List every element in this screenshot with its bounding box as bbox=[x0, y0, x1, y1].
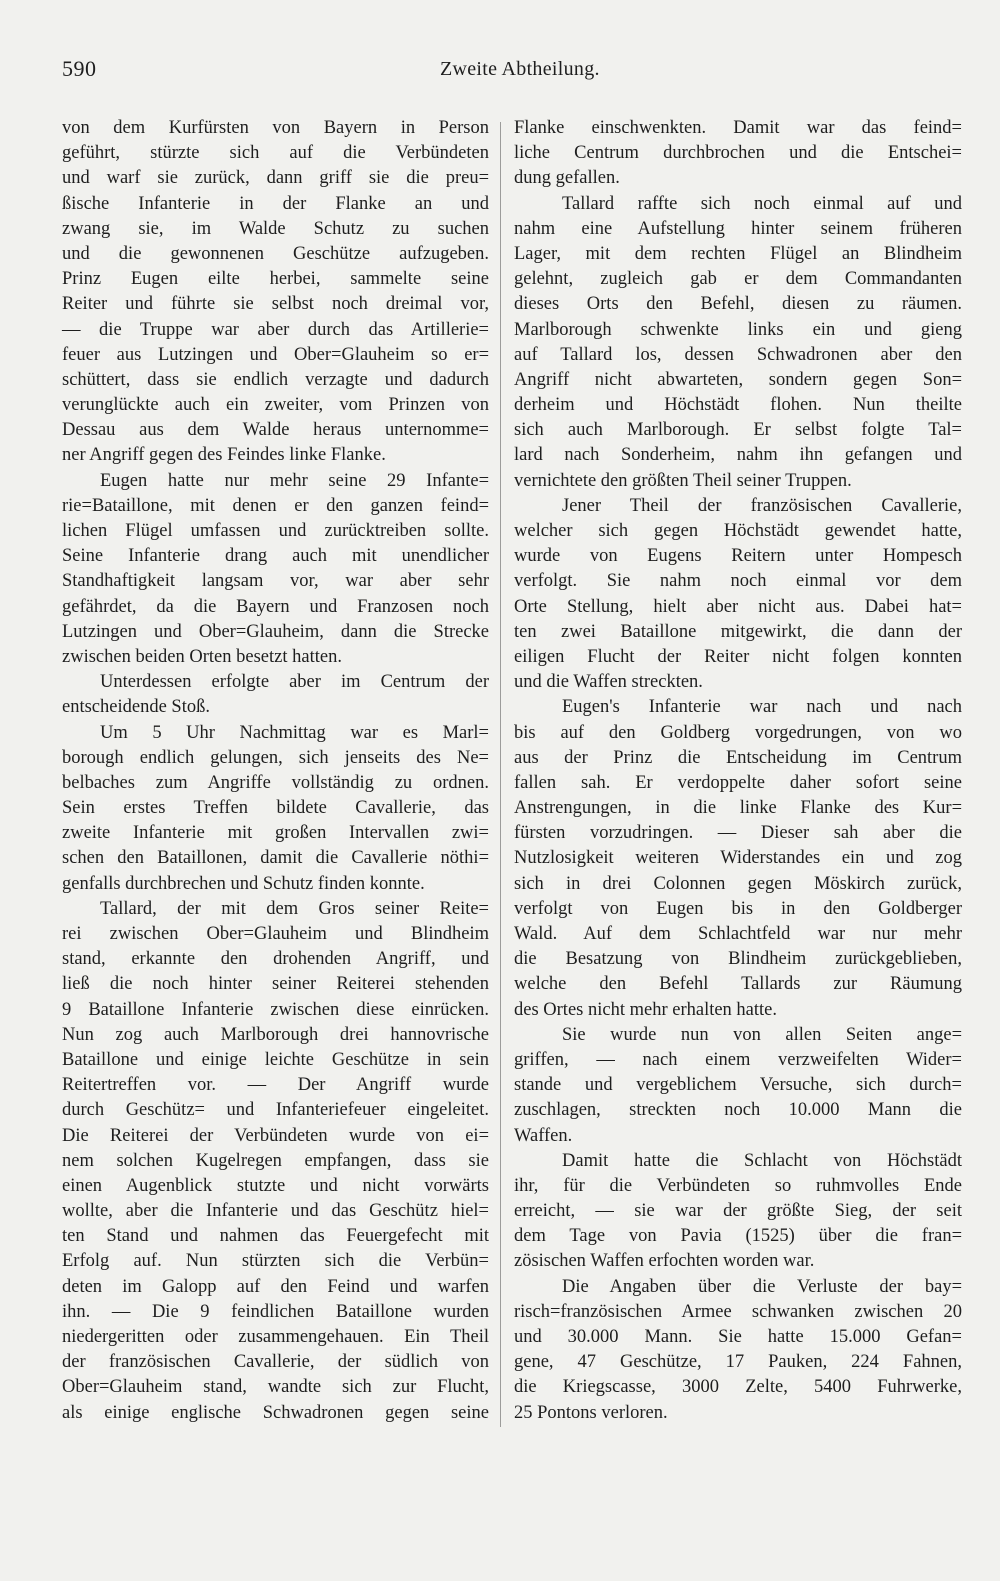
text-line: sich auch Marlborough. Er selbst folgte Tal= bbox=[514, 420, 962, 441]
text-line: Tallard raffte sich noch einmal auf und bbox=[562, 193, 962, 214]
text-line: rie=Bataillone, mit denen er den ganzen feind= bbox=[62, 495, 489, 516]
text-line: als einige englische Schwadronen gegen seine bbox=[62, 1402, 489, 1423]
text-line: und die gewonnenen Geschütze aufzugeben. bbox=[62, 243, 489, 264]
text-line: Angriff nicht abwarteten, sondern gegen Son= bbox=[514, 369, 962, 390]
text-line: die Besatzung von Blindheim zurückgeblieben, bbox=[514, 949, 962, 970]
text-line: vernichtete den größten Theil seiner Truppen. bbox=[514, 470, 852, 491]
text-line: feuer aus Lutzingen und Ober=Glauheim so er= bbox=[62, 344, 489, 365]
text-line: Nutzlosigkeit weiteren Widerstandes ein und zog bbox=[514, 848, 962, 869]
text-line: genfalls durchbrechen und Schutz finden konnte. bbox=[62, 873, 425, 894]
text-line: Die Angaben über die Verluste der bay= bbox=[562, 1276, 962, 1297]
text-line: zösischen Waffen erfochten worden war. bbox=[514, 1251, 815, 1272]
text-line: stande und vergeblichem Versuche, sich durch= bbox=[514, 1075, 962, 1096]
text-line: verfolgt von Eugen bis in den Goldberger bbox=[514, 898, 962, 919]
text-line: Orte Stellung, hielt aber nicht aus. Dabei hat= bbox=[514, 596, 962, 617]
text-line: belbaches zum Angriffe vollständig zu ordnen. bbox=[62, 772, 489, 793]
paragraph bbox=[62, 116, 489, 469]
text-line: Sein erstes Treffen bildete Cavallerie, das bbox=[62, 798, 489, 819]
text-line: Prinz Eugen eilte herbei, sammelte seine bbox=[62, 269, 489, 290]
text-line: verfolgt. Sie nahm noch einmal vor dem bbox=[514, 571, 962, 592]
text-line: und 30.000 Mann. Sie hatte 15.000 Gefan= bbox=[514, 1327, 962, 1347]
text-line: nahm eine Aufstellung hinter seinem früheren bbox=[514, 218, 962, 239]
text-line: die Kriegscasse, 3000 Zelte, 5400 Fuhrwerke, bbox=[514, 1377, 962, 1398]
text-line: lard nach Sonderheim, nahm ihn gefangen und bbox=[514, 445, 962, 466]
text-line: Bataillone und einige leichte Geschütze in sein bbox=[62, 1049, 489, 1070]
text-line: Eugen hatte nur mehr seine 29 Infante= bbox=[100, 470, 489, 491]
text-line: dung gefallen. bbox=[514, 168, 620, 189]
text-line: fallen sah. Er verdoppelte daher sofort seine bbox=[514, 772, 962, 793]
text-line: ten zwei Bataillone mitgewirkt, die dann der bbox=[514, 621, 962, 642]
text-line: sich in drei Colonnen gegen Möskirch zurück, bbox=[514, 873, 962, 894]
text-line: welcher sich gegen Höchstädt gewendet hatte, bbox=[514, 521, 962, 541]
text-line: Um 5 Uhr Nachmittag war es Marl= bbox=[100, 722, 489, 743]
running-title: Zweite Abtheilung. bbox=[440, 58, 600, 80]
paragraph bbox=[514, 192, 962, 494]
text-line: wurde von Eugens Reitern unter Hompesch bbox=[514, 546, 962, 567]
text-line: zwang sie, im Walde Schutz zu suchen bbox=[62, 218, 489, 239]
text-line: Nun zog auch Marlborough drei hannovrische bbox=[62, 1024, 489, 1045]
text-line: borough endlich gelungen, sich jenseits des Ne= bbox=[62, 747, 489, 768]
paragraph bbox=[514, 1023, 962, 1149]
text-line: dieses Orts den Befehl, diesen zu räumen. bbox=[514, 294, 962, 315]
text-line: eiligen Flucht der Reiter nicht folgen konnten bbox=[514, 646, 962, 667]
text-line: Tallard, der mit dem Gros seiner Reite= bbox=[100, 898, 489, 919]
text-line: gene, 47 Geschütze, 17 Pauken, 224 Fahnen, bbox=[514, 1352, 962, 1373]
text-line: Jener Theil der französischen Cavallerie, bbox=[562, 495, 962, 516]
text-line: 9 Bataillone Infanterie zwischen diese einrücken. bbox=[62, 999, 489, 1020]
text-line: ihn. — Die 9 feindlichen Bataillone wurden bbox=[62, 1301, 489, 1322]
text-line: niedergeritten oder zusammengehauen. Ein Theil bbox=[62, 1327, 489, 1347]
paragraph bbox=[62, 469, 489, 671]
text-line: Wald. Auf dem Schlachtfeld war nur mehr bbox=[514, 924, 962, 944]
paragraph bbox=[514, 1275, 962, 1426]
right-column bbox=[514, 116, 962, 1426]
paragraph bbox=[514, 1149, 962, 1275]
text-line: ihr, für die Verbündeten so ruhmvolles Ende bbox=[514, 1175, 962, 1196]
text-line: des Ortes nicht mehr erhalten hatte. bbox=[514, 999, 778, 1020]
text-line: Reiter und führte sie selbst noch dreimal vor, bbox=[62, 294, 489, 315]
text-line: Seine Infanterie drang auch mit unendlicher bbox=[62, 546, 489, 567]
text-line: deten im Galopp auf den Feind und warfen bbox=[62, 1276, 489, 1297]
text-line: durch Geschütz= und Infanteriefeuer eingeleitet. bbox=[62, 1100, 489, 1121]
text-line: risch=französischen Armee schwanken zwischen 20 bbox=[514, 1301, 962, 1322]
text-line: 25 Pontons verloren. bbox=[514, 1402, 668, 1423]
text-line: Lager, mit dem rechten Flügel an Blindheim bbox=[514, 243, 962, 264]
text-line: ten Stand und nahmen das Feuergefecht mit bbox=[62, 1226, 489, 1247]
text-line: Ober=Glauheim stand, wandte sich zur Flucht, bbox=[62, 1377, 489, 1398]
text-line: erreicht, — sie war der größte Sieg, der seit bbox=[514, 1201, 962, 1222]
text-line: bis auf den Goldberg vorgedrungen, von wo bbox=[514, 722, 962, 743]
text-line: gelehnt, zugleich gab er dem Commandanten bbox=[514, 269, 962, 290]
text-line: und die Waffen streckten. bbox=[514, 672, 703, 693]
text-line: Dessau aus dem Walde heraus unternomme= bbox=[62, 420, 489, 441]
text-line: stand, erkannte den drohenden Angriff, und bbox=[62, 949, 489, 970]
text-line: zweite Infanterie mit großen Intervallen zwi= bbox=[62, 823, 489, 844]
text-line: Marlborough schwenkte links ein und gieng bbox=[514, 319, 962, 340]
text-line: Lutzingen und Ober=Glauheim, dann die Strecke bbox=[62, 621, 489, 642]
text-line: einen Augenblick stutzte und nicht vorwärts bbox=[62, 1175, 489, 1196]
paragraph bbox=[62, 670, 489, 720]
text-line: zuschlagen, streckten noch 10.000 Mann die bbox=[514, 1100, 962, 1121]
text-line: — die Truppe war aber durch das Artillerie= bbox=[62, 319, 489, 340]
text-line: zwischen beiden Orten besetzt hatten. bbox=[62, 646, 342, 667]
text-line: Anstrengungen, in die linke Flanke des Kur= bbox=[514, 798, 962, 819]
page-number: 590 bbox=[62, 56, 97, 81]
text-line: dem Tage von Pavia (1525) über die fran= bbox=[514, 1226, 962, 1247]
text-line: der französischen Cavallerie, der südlich von bbox=[62, 1352, 489, 1373]
text-line: ließ die noch hinter seiner Reiterei stehenden bbox=[62, 974, 489, 995]
text-line: und warf sie zurück, dann griff sie die preu= bbox=[62, 168, 489, 189]
paragraph bbox=[514, 494, 962, 696]
text-line: Erfolg auf. Nun stürzten sich die Verbün= bbox=[62, 1251, 489, 1272]
text-line: verunglückte auch ein zweiter, vom Prinzen von bbox=[62, 395, 489, 416]
text-line: Die Reiterei der Verbündeten wurde von ei= bbox=[62, 1125, 489, 1146]
text-line: von dem Kurfürsten von Bayern in Person bbox=[62, 118, 489, 138]
text-line: Standhaftigkeit langsam vor, war aber sehr bbox=[62, 571, 489, 592]
paragraph bbox=[62, 897, 489, 1426]
text-line: griffen, — nach einem verzweifelten Wider= bbox=[514, 1049, 962, 1070]
paragraph bbox=[514, 116, 962, 192]
text-line: wollte, aber die Infanterie und das Geschütz hiel= bbox=[62, 1201, 489, 1222]
text-line: geführt, stürzte sich auf die Verbündeten bbox=[62, 143, 489, 164]
text-line: Damit hatte die Schlacht von Höchstädt bbox=[562, 1150, 962, 1171]
text-line: Unterdessen erfolgte aber im Centrum der bbox=[100, 672, 489, 693]
text-line: lichen Flügel umfassen und zurücktreiben sollte. bbox=[62, 521, 489, 541]
text-line: ner Angriff gegen des Feindes linke Flanke. bbox=[62, 445, 386, 466]
text-line: derheim und Höchstädt flohen. Nun theilte bbox=[514, 395, 962, 416]
text-line: schen den Bataillonen, damit die Cavallerie nöthi= bbox=[62, 848, 489, 869]
text-line: auf Tallard los, dessen Schwadronen aber den bbox=[514, 344, 962, 365]
paragraph bbox=[62, 721, 489, 897]
text-line: ßische Infanterie in der Flanke an und bbox=[62, 193, 489, 214]
text-line: welche den Befehl Tallards zur Räumung bbox=[514, 974, 962, 995]
text-line: Waffen. bbox=[514, 1125, 573, 1146]
text-line: schüttert, dass sie endlich verzagte und dadurch bbox=[62, 369, 489, 390]
text-line: Eugen's Infanterie war nach und nach bbox=[562, 697, 962, 718]
text-line: Flanke einschwenkten. Damit war das feind= bbox=[514, 118, 962, 138]
text-line: Sie wurde nun von allen Seiten ange= bbox=[562, 1024, 962, 1045]
text-line: rei zwischen Ober=Glauheim und Blindheim bbox=[62, 924, 489, 944]
text-line: gefährdet, da die Bayern und Franzosen noch bbox=[62, 596, 489, 617]
text-line: entscheidende Stoß. bbox=[62, 697, 210, 718]
text-line: nem solchen Kugelregen empfangen, dass sie bbox=[62, 1150, 489, 1171]
left-column bbox=[62, 116, 489, 1426]
paragraph bbox=[514, 695, 962, 1022]
text-line: aus der Prinz die Entscheidung im Centrum bbox=[514, 747, 962, 768]
text-line: fürsten vorzudringen. — Dieser sah aber die bbox=[514, 823, 962, 844]
text-line: liche Centrum durchbrochen und die Entschei= bbox=[514, 143, 962, 164]
text-line: Reitertreffen vor. — Der Angriff wurde bbox=[62, 1075, 489, 1096]
column-divider bbox=[500, 122, 501, 1427]
